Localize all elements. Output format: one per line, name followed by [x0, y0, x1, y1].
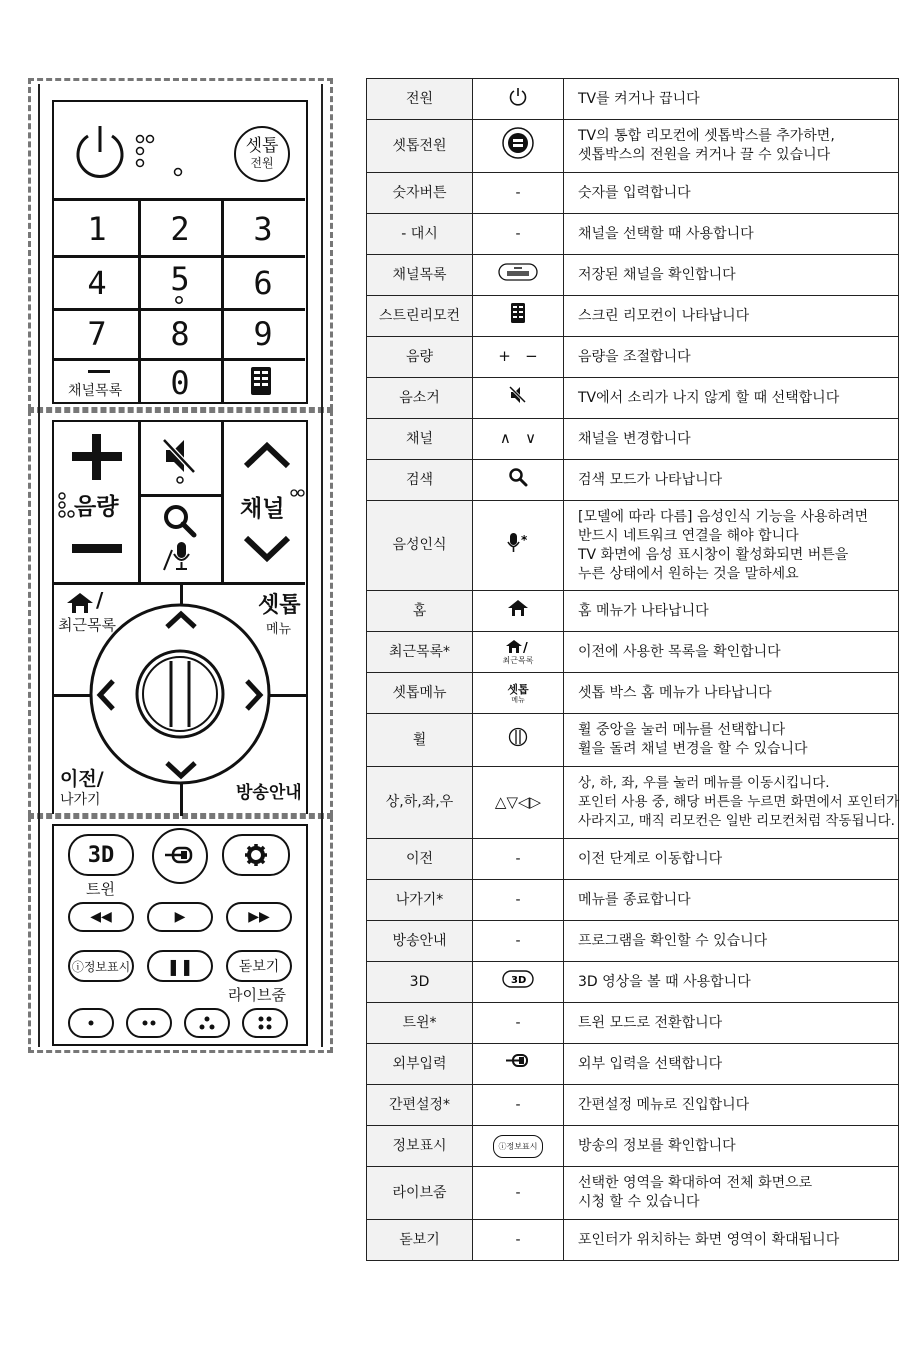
- volume-down-icon[interactable]: [72, 544, 122, 553]
- row-description: [564, 1126, 899, 1167]
- digit-3-button[interactable]: 3: [253, 210, 273, 248]
- table-row: [367, 173, 899, 214]
- digit-5-button[interactable]: 5: [170, 260, 190, 298]
- row-icon-text: ∧ ∨: [499, 429, 537, 447]
- input-icon: [505, 1053, 531, 1069]
- row-button-name: 방송안내: [367, 921, 473, 962]
- pause-icon: ❚❚: [166, 956, 194, 976]
- table-row: [367, 632, 899, 673]
- row-button-icon-cell: [473, 419, 564, 460]
- row-description-line: 셋톱 박스 홈 메뉴가 나타납니다: [578, 684, 772, 701]
- row-button-name: 최근목록*: [367, 632, 473, 673]
- rewind-icon: ◀◀: [90, 909, 112, 925]
- mid-divider-h-mute: [138, 494, 223, 497]
- table-row: [367, 120, 899, 173]
- dot-2-icon: [139, 1016, 159, 1030]
- row-button-name: 이전: [367, 839, 473, 880]
- fast-forward-button[interactable]: [226, 902, 292, 932]
- row-button-name: 홈: [367, 591, 473, 632]
- row-button-name: 돋보기: [367, 1220, 473, 1261]
- row-description-line: 채널을 선택할 때 사용합니다: [578, 225, 754, 242]
- dpad-down-icon[interactable]: [164, 760, 198, 780]
- row-button-name: 정보표시: [367, 1126, 473, 1167]
- row-button-icon-cell: [473, 767, 564, 839]
- volume-up-icon[interactable]: [72, 434, 122, 480]
- twin-label[interactable]: 트윈: [86, 880, 115, 898]
- row-description: [564, 501, 899, 591]
- remote-body-left: [38, 84, 40, 1047]
- input-button[interactable]: [152, 828, 208, 884]
- table-row: [367, 460, 899, 501]
- row-button-icon-cell: [473, 632, 564, 673]
- row-button-icon-cell: [473, 378, 564, 419]
- table-row: [367, 1085, 899, 1126]
- volume-label: 음량: [74, 494, 119, 520]
- remote-diagram: [28, 78, 333, 1053]
- middle-section: [52, 420, 308, 814]
- row-description-line: 3D 영상을 볼 때 사용합니다: [578, 973, 751, 990]
- row-description-line: 간편설정 메뉴로 진입합니다: [578, 1096, 750, 1113]
- row-icon-text: -: [515, 225, 521, 242]
- dot-button-1[interactable]: [68, 1008, 114, 1038]
- row-icon-text: -: [515, 1014, 521, 1031]
- row-button-icon-cell: [473, 460, 564, 501]
- row-button-name: 나가기*: [367, 880, 473, 921]
- row-description-line: [모델에 따라 다름] 음성인식 기능을 사용하려면: [578, 508, 869, 525]
- digit-2-button[interactable]: 2: [170, 210, 190, 248]
- table-row: [367, 714, 899, 767]
- pause-button[interactable]: [147, 950, 213, 982]
- row-button-icon-cell: [473, 296, 564, 337]
- row-description: [564, 255, 899, 296]
- dot-button-4[interactable]: [242, 1008, 288, 1038]
- row-description-line: TV의 통합 리모컨에 셋톱박스를 추가하면,: [578, 128, 835, 144]
- dot-4-icon: [255, 1015, 275, 1031]
- row-description: [564, 79, 899, 120]
- row-description-line: 검색 모드가 나타납니다: [578, 471, 723, 488]
- row-button-icon-cell: [473, 1167, 564, 1220]
- 3d-icon: [502, 969, 534, 989]
- row-description: [564, 1003, 899, 1044]
- row-description: [564, 460, 899, 501]
- mic-icon: [505, 532, 531, 554]
- row-button-name: 휠: [367, 714, 473, 767]
- settop-power-button[interactable]: [234, 126, 290, 182]
- search-icon[interactable]: [162, 504, 198, 538]
- settop-menu-sublabel: 메뉴: [266, 622, 292, 637]
- guide-button-label[interactable]: 방송안내: [236, 783, 302, 803]
- digit-7-button[interactable]: 7: [87, 315, 107, 353]
- row-description: [564, 921, 899, 962]
- row-description-line: 휠을 돌려 채널 변경을 할 수 있습니다: [578, 741, 808, 757]
- play-button[interactable]: [147, 902, 213, 932]
- row-description-line: 반드시 네트워크 연결을 해야 합니다: [578, 527, 799, 544]
- table-row: [367, 378, 899, 419]
- row-button-icon-cell: [473, 714, 564, 767]
- row-button-icon-cell: [473, 501, 564, 591]
- mid-divider-v1: [138, 422, 141, 582]
- row-description: [564, 591, 899, 632]
- row-description: [564, 962, 899, 1003]
- row-button-name: 셋톱메뉴: [367, 673, 473, 714]
- row-icon-text: -: [515, 1231, 521, 1248]
- remote-body-right: [321, 84, 323, 1047]
- row-description: [564, 714, 899, 767]
- settop-power-icon: [501, 126, 535, 160]
- row-description-line: 이전 단계로 이동합니다: [578, 850, 723, 867]
- row-description-line: 숫자를 입력합니다: [578, 184, 691, 201]
- rewind-button[interactable]: [68, 902, 134, 932]
- row-button-name: 숫자버튼: [367, 173, 473, 214]
- table-row: [367, 767, 899, 839]
- row-description: [564, 1167, 899, 1220]
- row-description-line: 상, 하, 좌, 우를 눌러 메뉴를 이동시킵니다.: [578, 775, 830, 791]
- row-description-line: 스크린 리모컨이 나타납니다: [578, 307, 750, 324]
- table-row: [367, 921, 899, 962]
- table-row: [367, 79, 899, 120]
- row-icon-text: -: [515, 1096, 521, 1113]
- table-row: [367, 337, 899, 378]
- row-button-icon-cell: [473, 214, 564, 255]
- row-button-name: 트윈*: [367, 1003, 473, 1044]
- row-button-name: 전원: [367, 79, 473, 120]
- table-row: [367, 673, 899, 714]
- wheel-button[interactable]: [144, 658, 218, 732]
- table-row: [367, 880, 899, 921]
- row-description-line: 이전에 사용한 목록을 확인합니다: [578, 643, 781, 660]
- table-row: [367, 1167, 899, 1220]
- row-description-line: 트윈 모드로 전환합니다: [578, 1014, 723, 1031]
- row-button-icon-cell: [473, 1044, 564, 1085]
- row-description-line: 포인터가 위치하는 화면 영역이 확대됩니다: [578, 1231, 840, 1248]
- table-row: [367, 591, 899, 632]
- dot-3-icon: [197, 1015, 217, 1031]
- row-button-name: 검색: [367, 460, 473, 501]
- row-icon-text: -: [515, 891, 521, 908]
- svg-text:3D: 3D: [511, 975, 527, 986]
- table-body: [367, 79, 899, 1261]
- row-icon-text: -: [515, 1184, 521, 1201]
- table-row: [367, 1003, 899, 1044]
- row-description: [564, 419, 899, 460]
- svg-text:*: *: [521, 532, 528, 547]
- dpad-left-icon[interactable]: [96, 678, 116, 712]
- mute-icon[interactable]: [160, 436, 200, 484]
- settop-power-label-1: 셋톱: [245, 136, 279, 156]
- row-description: [564, 767, 899, 839]
- row-description-line: 누른 상태에서 원하는 것을 말하세요: [578, 565, 799, 582]
- row-description-line: 프로그램을 확인할 수 있습니다: [578, 932, 768, 949]
- row-button-icon-cell: [473, 921, 564, 962]
- row-button-icon-cell: [473, 1126, 564, 1167]
- digit-9-button[interactable]: 9: [253, 315, 273, 353]
- nav-left-line: [54, 694, 90, 697]
- row-description: [564, 337, 899, 378]
- dot-1-icon: [81, 1016, 101, 1030]
- row-description-line: 저장된 채널을 확인합니다: [578, 266, 736, 283]
- row-icon-text: -: [515, 932, 521, 949]
- row-description: [564, 1044, 899, 1085]
- power-dots-icon: [134, 134, 194, 182]
- channel-list-icon: [498, 261, 538, 283]
- row-button-name: 상,하,좌,우: [367, 767, 473, 839]
- row-description: [564, 632, 899, 673]
- row-description-line: 채널을 변경합니다: [578, 430, 691, 447]
- row-icon-text: -: [515, 850, 521, 867]
- table-row: [367, 1044, 899, 1085]
- row-button-name: 채널: [367, 419, 473, 460]
- home-recent-slash: /: [96, 588, 104, 612]
- dpad-right-icon[interactable]: [244, 678, 264, 712]
- row-description: [564, 296, 899, 337]
- row-button-icon-cell: [473, 880, 564, 921]
- digit-5-dot-icon: [174, 295, 184, 305]
- channel-list-label: 채널목록: [68, 383, 123, 399]
- row-button-name: 라이브줌: [367, 1167, 473, 1220]
- screen-remote-icon[interactable]: [250, 366, 272, 396]
- row-button-name: 간편설정*: [367, 1085, 473, 1126]
- channel-up-icon[interactable]: [242, 440, 292, 470]
- row-description: [564, 1085, 899, 1126]
- row-description: [564, 214, 899, 255]
- home-recent-icon: / 최근목록: [502, 640, 534, 665]
- table-row: [367, 419, 899, 460]
- row-description: [564, 880, 899, 921]
- row-description-line: 방송의 정보를 확인합니다: [578, 1137, 736, 1154]
- digit-8-button[interactable]: 8: [170, 315, 190, 353]
- table-row: [367, 255, 899, 296]
- channel-list-button[interactable]: [56, 360, 138, 404]
- row-button-name: 외부입력: [367, 1044, 473, 1085]
- row-button-name: 음량: [367, 337, 473, 378]
- top-section: [52, 100, 308, 404]
- input-icon: [163, 845, 197, 867]
- row-description-line: TV를 켜거나 끕니다: [578, 90, 700, 107]
- row-button-icon-cell: [473, 120, 564, 173]
- row-button-name: 스트린리모컨: [367, 296, 473, 337]
- magnifier-label: 돋보기: [238, 959, 280, 975]
- table-row: [367, 501, 899, 591]
- home-icon: [507, 599, 529, 617]
- digit-4-button[interactable]: 4: [87, 264, 107, 302]
- search-icon: [508, 467, 528, 487]
- row-button-name: 채널목록: [367, 255, 473, 296]
- row-button-icon-cell: [473, 839, 564, 880]
- row-description-line: 포인터 사용 중, 해당 버튼을 누르면 화면에서 포인터가: [578, 794, 900, 810]
- row-description-line: 선택한 영역을 확대하여 전체 화면으로: [578, 1175, 813, 1191]
- row-description-line: 홈 메뉴가 나타납니다: [578, 602, 709, 619]
- exit-button-label[interactable]: 나가기: [60, 792, 101, 808]
- dash-mark-icon: [88, 370, 110, 373]
- row-description: [564, 173, 899, 214]
- mute-icon: [508, 385, 528, 405]
- digit-1-button[interactable]: 1: [87, 210, 107, 248]
- magnifier-button[interactable]: [226, 950, 292, 982]
- row-icon-text: -: [515, 184, 521, 201]
- row-description-line: 메뉴를 종료합니다: [578, 891, 691, 908]
- keypad-divider-h1: [54, 255, 305, 258]
- row-button-icon-cell: [473, 337, 564, 378]
- channel-label: 채널: [240, 496, 285, 522]
- mid-divider-v2: [221, 422, 224, 582]
- table-row: [367, 296, 899, 337]
- fast-forward-icon: ▶▶: [248, 909, 270, 925]
- nav-bottom-stem: [180, 784, 183, 816]
- svg-text:/: /: [522, 640, 528, 655]
- dot-button-3[interactable]: [184, 1008, 230, 1038]
- row-icon-text: △▽◁▷: [494, 792, 542, 811]
- info-label: ⓘ정보표시: [71, 959, 131, 974]
- row-description-line: 시청 할 수 있습니다: [578, 1194, 700, 1210]
- row-description: [564, 1220, 899, 1261]
- row-button-icon-cell: [473, 962, 564, 1003]
- table-row: [367, 1126, 899, 1167]
- info-button[interactable]: [68, 950, 134, 982]
- keypad-divider-h0: [54, 198, 305, 201]
- row-button-icon-cell: [473, 1220, 564, 1261]
- row-button-name: 음소거: [367, 378, 473, 419]
- row-description: [564, 839, 899, 880]
- row-description-line: 음량을 조절합니다: [578, 348, 691, 365]
- row-button-icon-cell: [473, 591, 564, 632]
- row-icon-text: + −: [498, 347, 538, 365]
- digit-6-button[interactable]: 6: [253, 264, 273, 302]
- settop-menu-icon: 셋톱 메뉴: [507, 683, 529, 704]
- back-button-label[interactable]: 이전/: [60, 768, 104, 790]
- quick-settings-button[interactable]: [222, 834, 290, 876]
- row-description: [564, 378, 899, 419]
- screen-remote-icon: [510, 302, 526, 324]
- table-row: [367, 839, 899, 880]
- row-button-icon-cell: [473, 1085, 564, 1126]
- row-button-icon-cell: [473, 255, 564, 296]
- table-row: [367, 962, 899, 1003]
- keypad-divider-h2: [54, 308, 305, 311]
- power-icon: [508, 86, 528, 106]
- power-icon[interactable]: [70, 122, 130, 182]
- settop-power-label-2: 전원: [250, 156, 274, 170]
- row-description: [564, 673, 899, 714]
- live-zoom-label[interactable]: 라이브줌: [228, 986, 286, 1004]
- row-description-line: 휠 중앙을 눌러 메뉴를 선택합니다: [578, 722, 786, 738]
- row-button-icon-cell: [473, 79, 564, 120]
- row-button-icon-cell: [473, 673, 564, 714]
- row-description-line: 사라지고, 매직 리모컨은 일반 리모컨처럼 작동됩니다.: [578, 813, 895, 829]
- row-button-name: 셋톱전원: [367, 120, 473, 173]
- row-description-line: TV 화면에 음성 표시창이 활성화되면 버튼을: [578, 546, 849, 563]
- recent-list-label[interactable]: 최근목록: [58, 616, 116, 634]
- info-icon: ⓘ정보표시: [493, 1135, 544, 1158]
- row-description-line: TV에서 소리가 나지 않게 할 때 선택합니다: [578, 389, 840, 406]
- dot-button-2[interactable]: [126, 1008, 172, 1038]
- row-description: [564, 120, 899, 173]
- play-icon: ▶: [174, 909, 186, 925]
- gear-icon: [244, 843, 268, 867]
- 3d-button[interactable]: [68, 834, 134, 876]
- channel-dots-icon: [290, 488, 306, 498]
- channel-down-icon[interactable]: [242, 534, 292, 564]
- settop-menu-label[interactable]: 셋톱: [258, 593, 301, 618]
- digit-0-button[interactable]: 0: [170, 364, 190, 402]
- table-row: [367, 1220, 899, 1261]
- dpad-up-icon[interactable]: [164, 610, 198, 630]
- row-button-icon-cell: [473, 173, 564, 214]
- nav-right-line: [270, 694, 306, 697]
- row-button-name: 3D: [367, 962, 473, 1003]
- wheel-icon: [508, 727, 528, 747]
- row-button-icon-cell: [473, 1003, 564, 1044]
- row-button-name: 음성인식: [367, 501, 473, 591]
- row-button-name: - 대시: [367, 214, 473, 255]
- 3d-button-label: 3D: [87, 842, 115, 868]
- row-description-line: 셋톱박스의 전원을 켜거나 끌 수 있습니다: [578, 147, 831, 163]
- button-function-table: [366, 78, 899, 1261]
- bottom-section: [52, 824, 308, 1046]
- row-description-line: 외부 입력을 선택합니다: [578, 1055, 723, 1072]
- table-row: [367, 214, 899, 255]
- mic-icon[interactable]: [162, 538, 196, 574]
